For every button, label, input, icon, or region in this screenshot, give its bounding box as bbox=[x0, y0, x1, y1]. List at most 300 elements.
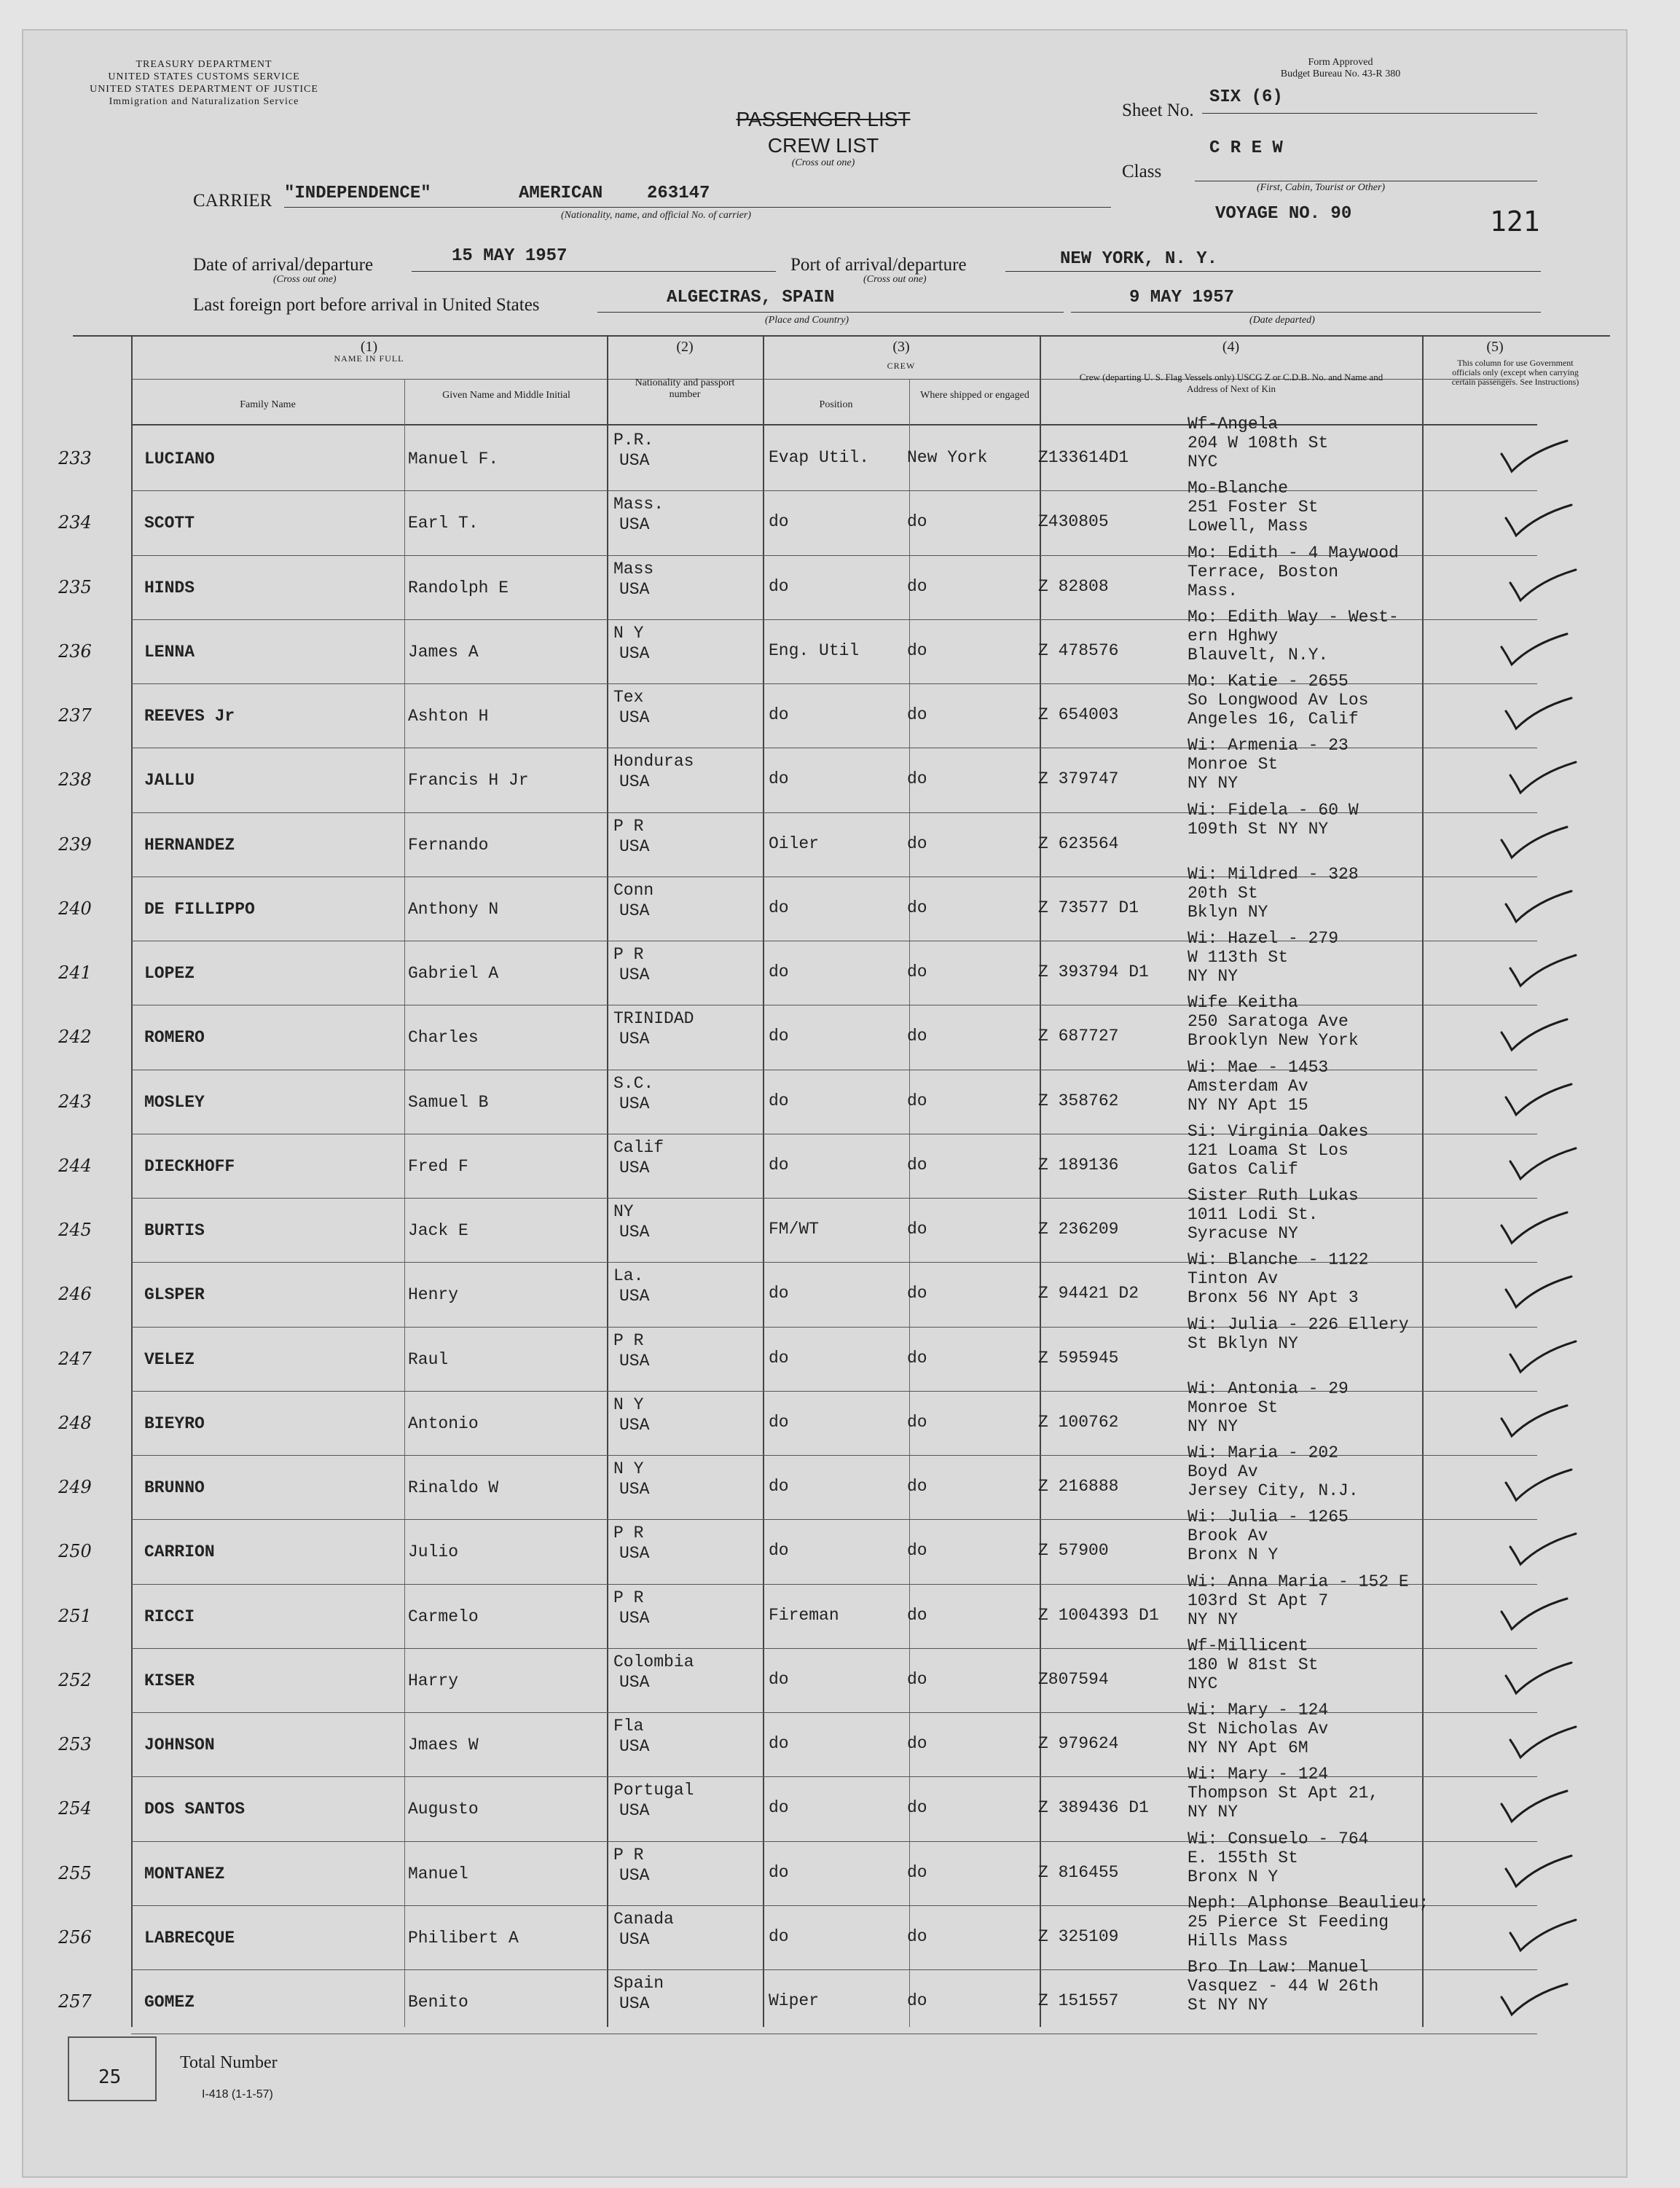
nationality-line1: Honduras bbox=[613, 752, 694, 772]
z-number: Z 979624 bbox=[1038, 1734, 1119, 1753]
crew-position: do bbox=[769, 1798, 789, 1818]
row-number: 240 bbox=[58, 898, 92, 919]
shipped-at: do bbox=[907, 1027, 927, 1046]
z-number: Z 393794 D1 bbox=[1038, 962, 1149, 981]
nationality-header: Nationality and passport number bbox=[635, 377, 735, 400]
check-mark-icon bbox=[1497, 1594, 1570, 1638]
nationality-line2: USA bbox=[619, 1801, 650, 1821]
family-name: BURTIS bbox=[144, 1221, 205, 1240]
port-label: Port of arrival/departure bbox=[790, 255, 967, 275]
nationality-line1: P R bbox=[613, 1588, 644, 1607]
z-number: Z 623564 bbox=[1038, 834, 1119, 853]
z-number: Z 100762 bbox=[1038, 1412, 1119, 1432]
next-of-kin-line2: Brook Av bbox=[1188, 1526, 1268, 1546]
crew-position: do bbox=[769, 1027, 789, 1046]
nationality-line2: USA bbox=[619, 1929, 650, 1949]
z-number: Z430805 bbox=[1038, 512, 1109, 532]
given-name: Julio bbox=[408, 1542, 459, 1562]
given-name: Francis H Jr bbox=[408, 771, 529, 791]
given-name: Ashton H bbox=[408, 707, 489, 726]
z-number: Z 57900 bbox=[1038, 1541, 1109, 1561]
voyage-number: VOYAGE NO. 90 bbox=[1215, 204, 1352, 224]
row-number: 251 bbox=[58, 1605, 92, 1626]
given-name: Antonio bbox=[408, 1413, 479, 1433]
nationality-line1: Mass. bbox=[613, 495, 664, 514]
row-number: 236 bbox=[58, 640, 92, 662]
crew-position: Eng. Util bbox=[769, 640, 860, 660]
given-name: Carmelo bbox=[408, 1607, 479, 1626]
crew-position: FM/WT bbox=[769, 1220, 820, 1239]
next-of-kin-line3: NY NY bbox=[1188, 1416, 1239, 1436]
shipped-at: do bbox=[907, 1862, 927, 1882]
last-port-hint: (Place and Country) bbox=[765, 315, 849, 326]
shipped-at: do bbox=[907, 1477, 927, 1496]
last-port-date: 9 MAY 1957 bbox=[1129, 288, 1235, 307]
check-mark-icon bbox=[1506, 1916, 1579, 1959]
next-of-kin-line1: Wi: Mary - 124 bbox=[1188, 1701, 1329, 1720]
family-name: MOSLEY bbox=[144, 1092, 205, 1112]
col2-number: (2) bbox=[676, 339, 694, 355]
agency-line: Immigration and Naturalization Service bbox=[109, 96, 299, 107]
nationality-line1: Calif bbox=[613, 1137, 664, 1157]
check-mark-icon bbox=[1502, 1851, 1574, 1895]
agency-block bbox=[73, 58, 335, 108]
col1-title: NAME IN FULL bbox=[334, 353, 404, 364]
next-of-kin-line3: NY NY Apt 15 bbox=[1188, 1095, 1308, 1115]
given-name: Jack E bbox=[408, 1221, 468, 1240]
shipped-at: New York bbox=[907, 448, 988, 467]
given-name: Randolph E bbox=[408, 578, 509, 597]
family-name: RICCI bbox=[144, 1607, 195, 1626]
check-mark-icon bbox=[1506, 758, 1579, 801]
next-of-kin-line3: NY NY bbox=[1188, 774, 1239, 793]
shipped-at: do bbox=[907, 1991, 927, 2010]
next-of-kin-line2: W 113th St bbox=[1188, 948, 1289, 967]
arrival-hint: (Cross out one) bbox=[273, 274, 337, 285]
nationality-line1: P R bbox=[613, 816, 644, 836]
next-of-kin-line1: Wf-Millicent bbox=[1188, 1636, 1308, 1655]
next-of-kin-line2: St Bklyn NY bbox=[1188, 1333, 1298, 1353]
next-of-kin-line2: ern Hghwy bbox=[1188, 626, 1279, 646]
nationality-line2: USA bbox=[619, 1737, 650, 1756]
family-name: LOPEZ bbox=[144, 964, 195, 983]
shipped-at: do bbox=[907, 1798, 927, 1818]
next-of-kin-line2: 109th St NY NY bbox=[1188, 819, 1329, 839]
crew-info-header: Crew (departing U. S. Flag Vessels only) USCG Z or C.D.B. No. and Name and Address of Next of Kin bbox=[1079, 372, 1383, 394]
next-of-kin-line1: Sister Ruth Lukas bbox=[1188, 1186, 1359, 1205]
given-name: Philibert A bbox=[408, 1928, 519, 1948]
family-name: GLSPER bbox=[144, 1285, 205, 1305]
nationality-line1: P R bbox=[613, 945, 644, 964]
nationality-line2: USA bbox=[619, 965, 650, 984]
nationality-line1: NY bbox=[613, 1202, 634, 1221]
next-of-kin-line2: Tinton Av bbox=[1188, 1269, 1279, 1289]
carrier-name: "INDEPENDENCE" bbox=[284, 184, 431, 203]
nationality-line2: USA bbox=[619, 579, 650, 599]
next-of-kin-line3: NY NY bbox=[1188, 1609, 1239, 1629]
given-name: Charles bbox=[408, 1028, 479, 1048]
last-port-date-hint: (Date departed) bbox=[1249, 315, 1315, 326]
z-number: Z 1004393 D1 bbox=[1038, 1605, 1159, 1625]
shipped-at: do bbox=[907, 1926, 927, 1946]
agency-line: UNITED STATES DEPARTMENT OF JUSTICE bbox=[90, 84, 318, 95]
crew-position: Oiler bbox=[769, 834, 820, 853]
next-of-kin-line2: St Nicholas Av bbox=[1188, 1720, 1329, 1738]
col5-number: (5) bbox=[1486, 339, 1504, 355]
given-name-header: Given Name and Middle Initial bbox=[442, 390, 570, 401]
carrier-nationality: AMERICAN bbox=[519, 184, 603, 203]
next-of-kin-line3: Bklyn NY bbox=[1188, 902, 1268, 922]
given-name: Anthony N bbox=[408, 899, 499, 919]
family-name: LENNA bbox=[144, 642, 195, 662]
next-of-kin-line1: Wi: Julia - 1265 bbox=[1188, 1507, 1349, 1527]
next-of-kin-line3: Bronx N Y bbox=[1188, 1545, 1279, 1565]
nationality-line1: S.C. bbox=[613, 1073, 654, 1093]
nationality-line1: Spain bbox=[613, 1974, 664, 1993]
shipped-at: do bbox=[907, 705, 927, 724]
crew-position: Wiper bbox=[769, 1991, 820, 2010]
z-number: Z133614D1 bbox=[1038, 448, 1129, 467]
check-mark-icon bbox=[1497, 1015, 1570, 1059]
arrival-label: Date of arrival/departure bbox=[193, 255, 374, 275]
z-number: Z 816455 bbox=[1038, 1862, 1119, 1882]
family-name: ROMERO bbox=[144, 1028, 205, 1048]
z-number: Z 236209 bbox=[1038, 1220, 1119, 1239]
position-header: Position bbox=[819, 399, 853, 410]
passenger-list-label: PASSENGER LIST bbox=[736, 108, 911, 130]
family-name: DE FILLIPPO bbox=[144, 899, 255, 919]
family-name: BIEYRO bbox=[144, 1413, 205, 1433]
nationality-line2: USA bbox=[619, 1415, 650, 1435]
form-approved-line: Form Approved bbox=[1308, 57, 1373, 68]
crew-position: do bbox=[769, 962, 789, 981]
nationality-line2: USA bbox=[619, 1030, 650, 1049]
row-number: 253 bbox=[58, 1734, 92, 1754]
nationality-line2: USA bbox=[619, 1608, 650, 1628]
z-number: Z 189136 bbox=[1038, 1155, 1119, 1175]
crew-position: do bbox=[769, 1284, 789, 1303]
next-of-kin-line3: Jersey City, N.J. bbox=[1188, 1481, 1359, 1500]
z-number: Z 216888 bbox=[1038, 1477, 1119, 1496]
nationality-line2: USA bbox=[619, 1480, 650, 1499]
check-mark-icon bbox=[1497, 1980, 1570, 2023]
next-of-kin-line2: 20th St bbox=[1188, 883, 1258, 903]
z-number: Z 379747 bbox=[1038, 769, 1119, 789]
family-name-header: Family Name bbox=[240, 399, 296, 410]
row-number: 238 bbox=[58, 769, 92, 791]
nationality-line1: P R bbox=[613, 1845, 644, 1864]
check-mark-icon bbox=[1497, 1787, 1570, 1830]
next-of-kin-line3: NYC bbox=[1188, 452, 1218, 471]
next-of-kin-line1: Mo: Edith - 4 Maywood bbox=[1188, 543, 1399, 562]
last-port-label: Last foreign port before arrival in United States bbox=[193, 295, 540, 315]
shipped-at: do bbox=[907, 769, 927, 789]
check-mark-icon bbox=[1502, 1080, 1574, 1124]
next-of-kin-line1: Wi: Mary - 124 bbox=[1188, 1765, 1329, 1784]
nationality-line2: USA bbox=[619, 1865, 650, 1885]
col1-number: (1) bbox=[360, 339, 378, 355]
family-name: LABRECQUE bbox=[144, 1928, 235, 1948]
next-of-kin-line3: NY NY Apt 6M bbox=[1188, 1738, 1308, 1757]
nationality-line1: TRINIDAD bbox=[613, 1009, 694, 1029]
check-mark-icon bbox=[1502, 501, 1574, 544]
row-number: 242 bbox=[58, 1027, 92, 1048]
next-of-kin-line2: 1011 Lodi St. bbox=[1188, 1205, 1319, 1224]
given-name: Augusto bbox=[408, 1800, 479, 1819]
nationality-line2: USA bbox=[619, 1994, 650, 2013]
carrier-hint: (Nationality, name, and official No. of carrier) bbox=[561, 210, 751, 221]
next-of-kin-line1: Wife Keitha bbox=[1188, 993, 1298, 1013]
next-of-kin-line1: Wi: Mildred - 328 bbox=[1188, 864, 1359, 884]
row-number: 235 bbox=[58, 576, 92, 597]
crew-position: do bbox=[769, 1541, 789, 1561]
crew-position: do bbox=[769, 1926, 789, 1946]
check-mark-icon bbox=[1497, 1208, 1570, 1252]
next-of-kin-line2: Amsterdam Av bbox=[1188, 1076, 1308, 1096]
crew-position: Fireman bbox=[769, 1605, 839, 1625]
next-of-kin-line2: 103rd St Apt 7 bbox=[1188, 1591, 1329, 1610]
row-number: 239 bbox=[58, 834, 92, 855]
given-name: Fernando bbox=[408, 835, 489, 855]
nationality-line1: Conn bbox=[613, 880, 654, 900]
check-mark-icon bbox=[1497, 630, 1570, 673]
nationality-line2: USA bbox=[619, 1544, 650, 1564]
next-of-kin-line2: Monroe St bbox=[1188, 1397, 1279, 1417]
row-number: 245 bbox=[58, 1220, 92, 1240]
family-name: JOHNSON bbox=[144, 1736, 215, 1754]
given-name: Raul bbox=[408, 1349, 449, 1369]
nationality-line1: P R bbox=[613, 1330, 644, 1350]
family-name: DIECKHOFF bbox=[144, 1156, 235, 1176]
next-of-kin-line3: St NY NY bbox=[1188, 1996, 1268, 2015]
crew-position: do bbox=[769, 1477, 789, 1496]
next-of-kin-line1: Wi: Mae - 1453 bbox=[1188, 1057, 1329, 1077]
next-of-kin-line1: Wi: Consuelo - 764 bbox=[1188, 1829, 1369, 1848]
row-number: 248 bbox=[58, 1412, 92, 1433]
nationality-line2: USA bbox=[619, 1287, 650, 1306]
nationality-line2: USA bbox=[619, 1094, 650, 1113]
next-of-kin-line1: Mo: Katie - 2655 bbox=[1188, 672, 1349, 691]
shipped-header: Where shipped or engaged bbox=[920, 390, 1029, 401]
z-number: Z 478576 bbox=[1038, 640, 1119, 660]
row-divider bbox=[131, 1648, 1537, 1649]
crew-position: do bbox=[769, 1155, 789, 1175]
row-number: 250 bbox=[58, 1541, 92, 1562]
next-of-kin-line3: NY NY bbox=[1188, 967, 1239, 986]
shipped-at: do bbox=[907, 1220, 927, 1239]
crew-position: do bbox=[769, 898, 789, 917]
arrival-port: NEW YORK, N. Y. bbox=[1060, 249, 1218, 269]
nationality-line2: USA bbox=[619, 1672, 650, 1692]
check-mark-icon bbox=[1497, 823, 1570, 866]
last-port-name: ALGECIRAS, SPAIN bbox=[667, 288, 835, 307]
row-divider bbox=[131, 490, 1537, 491]
nationality-line1: P.R. bbox=[613, 431, 654, 450]
family-name: LUCIANO bbox=[144, 450, 215, 468]
nationality-line1: La. bbox=[613, 1266, 644, 1286]
check-mark-icon bbox=[1506, 1529, 1579, 1573]
nationality-line1: Portugal bbox=[613, 1781, 694, 1800]
nationality-line2: USA bbox=[619, 708, 650, 727]
shipped-at: do bbox=[907, 1348, 927, 1368]
shipped-at: do bbox=[907, 640, 927, 660]
row-number: 237 bbox=[58, 705, 92, 726]
given-name: Fred F bbox=[408, 1156, 468, 1176]
family-name: JALLU bbox=[144, 771, 195, 791]
row-number: 233 bbox=[58, 448, 92, 468]
z-number: Z 358762 bbox=[1038, 1091, 1119, 1110]
next-of-kin-line3: Syracuse NY bbox=[1188, 1224, 1298, 1243]
given-name: Manuel F. bbox=[408, 450, 499, 468]
next-of-kin-line3: Bronx 56 NY Apt 3 bbox=[1188, 1288, 1359, 1308]
nationality-line1: N Y bbox=[613, 623, 644, 643]
row-number: 252 bbox=[58, 1669, 92, 1690]
nationality-line1: N Y bbox=[613, 1459, 644, 1478]
nationality-line2: USA bbox=[619, 836, 650, 856]
list-title bbox=[714, 108, 933, 169]
next-of-kin-line1: Wi: Maria - 202 bbox=[1188, 1443, 1339, 1462]
next-of-kin-line1: Wi: Armenia - 23 bbox=[1188, 736, 1349, 756]
next-of-kin-line1: Wi: Blanche - 1122 bbox=[1188, 1250, 1369, 1270]
next-of-kin-line1: Wi: Hazel - 279 bbox=[1188, 929, 1339, 948]
next-of-kin-line2: 250 Saratoga Ave bbox=[1188, 1012, 1349, 1032]
next-of-kin-line1: Wf-Angela bbox=[1188, 415, 1279, 434]
crew-header: CREW bbox=[887, 361, 916, 371]
next-of-kin-line3: Gatos Calif bbox=[1188, 1159, 1298, 1179]
crew-position: do bbox=[769, 512, 789, 532]
crew-position: do bbox=[769, 576, 789, 596]
col3-number: (3) bbox=[892, 339, 910, 355]
shipped-at: do bbox=[907, 576, 927, 596]
nationality-line1: Colombia bbox=[613, 1652, 694, 1671]
nationality-line2: USA bbox=[619, 643, 650, 663]
next-of-kin-line3: Mass. bbox=[1188, 581, 1239, 600]
next-of-kin-line2: 204 W 108th St bbox=[1188, 434, 1329, 452]
z-number: Z 73577 D1 bbox=[1038, 898, 1139, 917]
next-of-kin-line1: Wi: Anna Maria - 152 E bbox=[1188, 1572, 1409, 1591]
next-of-kin-line2: Boyd Av bbox=[1188, 1462, 1258, 1481]
row-number: 256 bbox=[58, 1926, 92, 1948]
check-mark-icon bbox=[1506, 1144, 1579, 1188]
shipped-at: do bbox=[907, 1541, 927, 1561]
row-number: 246 bbox=[58, 1284, 92, 1305]
carrier-label: CARRIER bbox=[193, 191, 272, 211]
nationality-line2: USA bbox=[619, 1223, 650, 1242]
given-name: Samuel B bbox=[408, 1092, 489, 1112]
crew-position: do bbox=[769, 769, 789, 789]
family-name: SCOTT bbox=[144, 514, 195, 533]
family-name: VELEZ bbox=[144, 1349, 195, 1369]
z-number: Z 595945 bbox=[1038, 1348, 1119, 1368]
check-mark-icon bbox=[1506, 1337, 1579, 1381]
shipped-at: do bbox=[907, 898, 927, 917]
row-number: 241 bbox=[58, 962, 92, 983]
z-number: Z 325109 bbox=[1038, 1926, 1119, 1946]
z-number: Z 94421 D2 bbox=[1038, 1284, 1139, 1303]
agency-line: TREASURY DEPARTMENT bbox=[136, 59, 272, 70]
family-name: GOMEZ bbox=[144, 1993, 195, 2012]
next-of-kin-line2: 25 Pierce St Feeding bbox=[1188, 1912, 1389, 1932]
next-of-kin-line2: 121 Loama St Los bbox=[1188, 1140, 1349, 1160]
shipped-at: do bbox=[907, 834, 927, 853]
next-of-kin-line2: So Longwood Av Los bbox=[1188, 691, 1369, 710]
class-hint: (First, Cabin, Tourist or Other) bbox=[1257, 182, 1386, 193]
z-number: Z 687727 bbox=[1038, 1027, 1119, 1046]
gov-use-header: This column for use Government officials only (except when carrying certain passengers. See Instructions) bbox=[1451, 358, 1579, 387]
form-approved-line: Budget Bureau No. 43-R 380 bbox=[1280, 68, 1401, 79]
col1-header bbox=[131, 341, 607, 364]
check-mark-icon bbox=[1502, 1658, 1574, 1702]
next-of-kin-line1: Neph: Alphonse Beaulieu; bbox=[1188, 1893, 1429, 1913]
page-number: 121 bbox=[1490, 205, 1540, 238]
next-of-kin-line3: Angeles 16, Calif bbox=[1188, 710, 1359, 729]
sheet-value: SIX (6) bbox=[1209, 87, 1283, 107]
nationality-line2: USA bbox=[619, 1351, 650, 1371]
nationality-line1: Tex bbox=[613, 688, 644, 707]
shipped-at: do bbox=[907, 1734, 927, 1753]
given-name: Harry bbox=[408, 1671, 459, 1690]
class-value: C R E W bbox=[1209, 138, 1283, 158]
form-number: I-418 (1-1-57) bbox=[202, 2088, 273, 2101]
next-of-kin-line3: Hills Mass bbox=[1188, 1931, 1289, 1950]
given-name: Henry bbox=[408, 1285, 459, 1305]
shipped-at: do bbox=[907, 512, 927, 532]
next-of-kin-line1: Wi: Antonia - 29 bbox=[1188, 1379, 1349, 1398]
crew-position: do bbox=[769, 1669, 789, 1689]
crew-position: Evap Util. bbox=[769, 448, 870, 467]
crew-position: do bbox=[769, 1734, 789, 1753]
given-name: Jmaes W bbox=[408, 1736, 479, 1754]
next-of-kin-line3: Bronx N Y bbox=[1188, 1867, 1279, 1886]
next-of-kin-line1: Si: Virginia Oakes bbox=[1188, 1121, 1369, 1141]
z-number: Z 654003 bbox=[1038, 705, 1119, 724]
given-name: Benito bbox=[408, 1993, 468, 2012]
total-label: Total Number bbox=[180, 2053, 278, 2072]
nationality-line1: Canada bbox=[613, 1909, 674, 1929]
total-count: 25 bbox=[98, 2066, 122, 2088]
shipped-at: do bbox=[907, 962, 927, 981]
given-name: Gabriel A bbox=[408, 964, 499, 983]
crew-position: do bbox=[769, 1862, 789, 1882]
next-of-kin-line1: Bro In Law: Manuel bbox=[1188, 1958, 1369, 1977]
carrier-official-no: 263147 bbox=[647, 184, 710, 203]
family-name: KISER bbox=[144, 1671, 195, 1690]
check-mark-icon bbox=[1506, 565, 1579, 609]
nationality-line2: USA bbox=[619, 901, 650, 920]
nationality-line2: USA bbox=[619, 772, 650, 792]
shipped-at: do bbox=[907, 1412, 927, 1432]
row-number: 254 bbox=[58, 1798, 92, 1819]
row-number: 249 bbox=[58, 1477, 92, 1497]
crew-list-label: CREW LIST bbox=[767, 134, 879, 157]
next-of-kin-line1: Mo-Blanche bbox=[1188, 479, 1289, 498]
family-name: BRUNNO bbox=[144, 1478, 205, 1497]
crew-position: do bbox=[769, 705, 789, 724]
next-of-kin-line2: Vasquez - 44 W 26th bbox=[1188, 1977, 1379, 1996]
family-name: REEVES Jr bbox=[144, 707, 235, 726]
row-number: 255 bbox=[58, 1862, 92, 1883]
next-of-kin-line1: Wi: Fidela - 60 W bbox=[1188, 800, 1359, 820]
next-of-kin-line3: Lowell, Mass bbox=[1188, 517, 1308, 536]
family-name: HERNANDEZ bbox=[144, 835, 235, 855]
next-of-kin-line2: 251 Foster St bbox=[1188, 498, 1319, 517]
given-name: Manuel bbox=[408, 1864, 468, 1883]
next-of-kin-line2: Terrace, Boston bbox=[1188, 562, 1339, 581]
check-mark-icon bbox=[1502, 694, 1574, 737]
list-type-hint: (Cross out one) bbox=[791, 157, 855, 168]
nationality-line2: USA bbox=[619, 515, 650, 535]
given-name: Earl T. bbox=[408, 514, 479, 533]
